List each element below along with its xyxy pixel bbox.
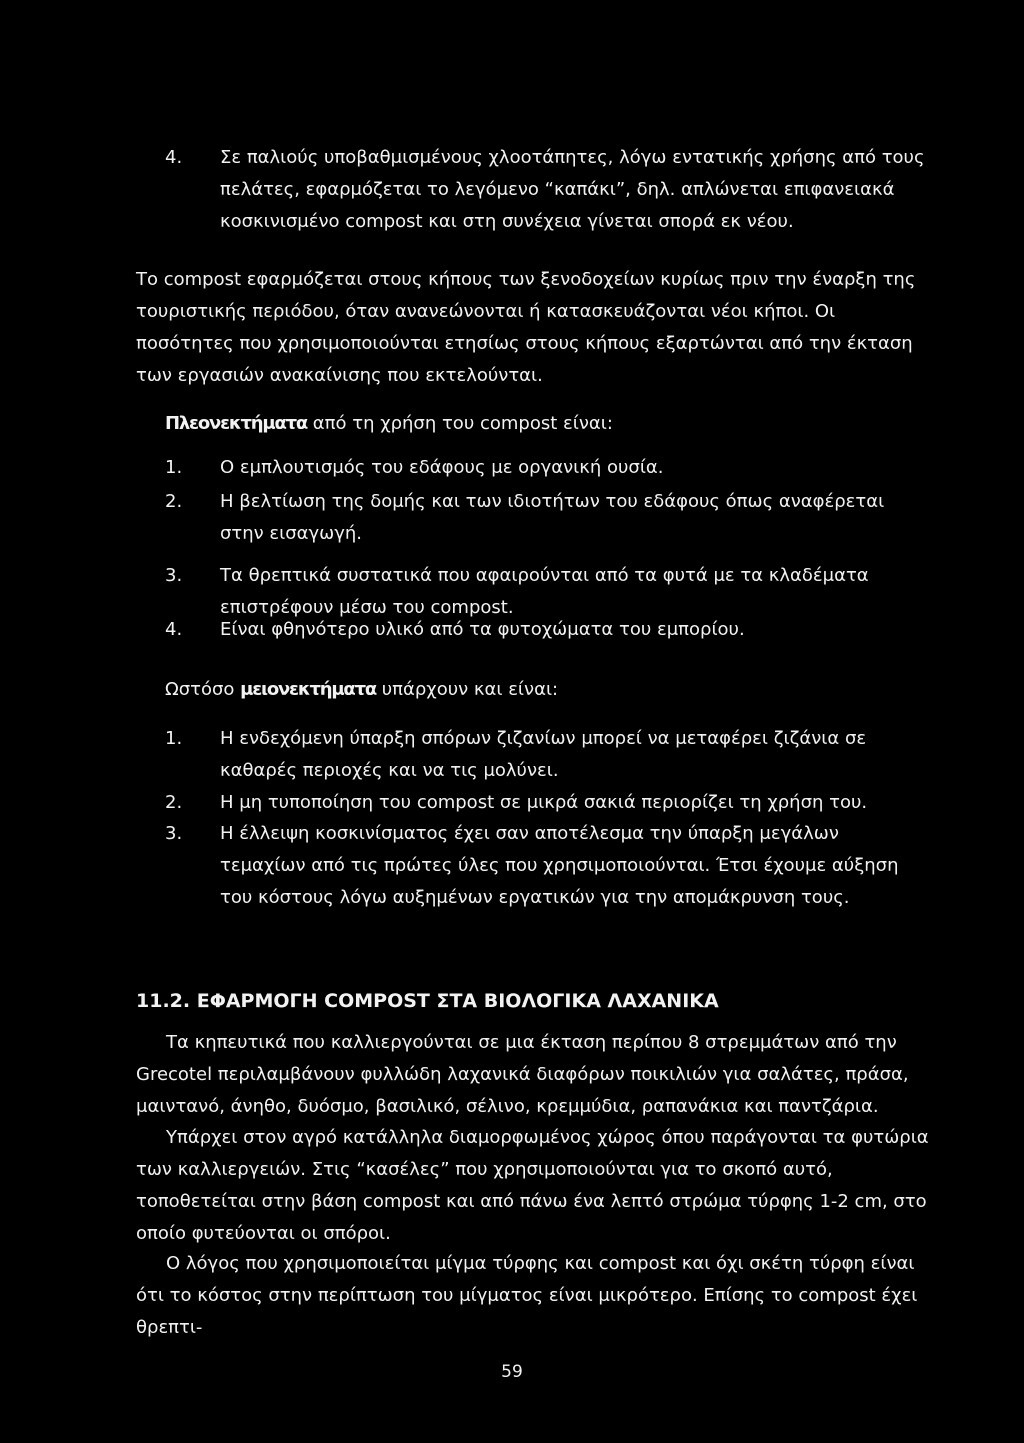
paragraph: Τα κηπευτικά που καλλιεργούνται σε μια έκταση περίπου 8 στρεμμάτων από την Grecotel περιλαμβάνουν φυλλώδη λαχανικά διαφόρων ποικιλιών για σαλάτες, πράσα, μαιντανό, άνηθο, δυόσμο, βασιλικό, σέλινο, κρεμμύδια, ραπανάκια και παντζάρια. (136, 1032, 909, 1117)
list-item (165, 787, 930, 819)
paragraph: Υπάρχει στον αγρό κατάλληλα διαμορφωμένος χώρος όπου παράγονται τα φυτώρια των καλλιεργειών. Στις “κασέλες” που χρησιμοποιούνται για το σκοπό αυτό, τοποθετείται στην βάση compost και από πάνω ένα λεπτό στρώμα τύρφης 1-2 cm, στο οποίο φυτεύονται οι σπόροι. (136, 1127, 929, 1244)
paragraph: Ο λόγος που χρησιμοποιείται μίγμα τύρφης και compost και όχι σκέτη τύρφη είναι ότι το κόστος στην περίπτωση του μίγματος είναι μικρότερο. Επίσης το compost έχει θρεπτι- (136, 1253, 918, 1338)
advantages-label: Πλεονεκτήματα (165, 413, 308, 434)
list-item-text: Σε παλιούς υποβαθμισμένους χλοοτάπητες, λόγω εντατικής χρήσης από τους πελάτες, εφαρμόζεται το λεγόμενο “καπάκι”, δηλ. απλώνεται επιφανειακά κοσκινισμένο compost και στη συνέχεια γίνεται σπορά εκ νέου. (220, 147, 925, 232)
list-item (165, 142, 930, 238)
list-item (165, 614, 930, 646)
list-item-text: Ο εμπλουτισμός του εδάφους με οργανική ουσία. (220, 457, 664, 478)
page-number: 59 (501, 1362, 523, 1382)
list-item (165, 486, 930, 550)
list-item-text: Η ενδεχόμενη ύπαρξη σπόρων ζιζανίων μπορεί να μεταφέρει ζιζάνια σε καθαρές περιοχές και να τις μολύνει. (220, 728, 867, 781)
list-item-number: 2. (165, 491, 183, 512)
list-item-number: 1. (165, 728, 183, 749)
disadvantages-label: μειονεκτήματα (240, 679, 377, 700)
list-item-number: 4. (165, 619, 183, 640)
list-item-number: 2. (165, 792, 183, 813)
advantages-intro (165, 408, 930, 440)
list-item-number: 3. (165, 565, 183, 586)
disadvantages-intro-text: υπάρχουν και είναι: (376, 679, 559, 700)
list-item-number: 3. (165, 823, 183, 844)
list-item-text: Τα θρεπτικά συστατικά που αφαιρούνται από τα φυτά με τα κλαδέματα επιστρέφουν μέσω του compost. (220, 565, 869, 618)
section-heading: 11.2. ΕΦΑΡΜΟΓΗ COMPOST ΣΤΑ ΒΙΟΛΟΓΙΚΑ ΛΑΧΑΝΙΚΑ (136, 990, 719, 1012)
list-item-text: Η έλλειψη κοσκινίσματος έχει σαν αποτέλεσμα την ύπαρξη μεγάλων τεμαχίων από τις πρώτες ύλες που χρησιμοποιούνται. Έτσι έχουμε αύξηση του κόστους λόγω αυξημένων εργατικών για την απομάκρυνση τους. (220, 823, 899, 908)
disadvantages-intro-pre: Ωστόσο (165, 679, 241, 700)
list-item (165, 452, 930, 484)
list-item-number: 1. (165, 457, 183, 478)
advantages-intro-text: από τη χρήση του compost είναι: (307, 413, 613, 434)
list-item-text: Η βελτίωση της δομής και των ιδιοτήτων του εδάφους όπως αναφέρεται στην εισαγωγή. (220, 491, 885, 544)
disadvantages-intro (165, 674, 930, 706)
list-item (165, 818, 930, 914)
list-item (165, 723, 930, 787)
paragraph-hotels: Το compost εφαρμόζεται στους κήπους των ξενοδοχείων κυρίως πριν την έναρξη της τουριστικής περιόδου, όταν ανανεώνονται ή κατασκευάζονται νέοι κήποι. Οι ποσότητες που χρησιμοποιούνται ετησίως στους κήπους εξαρτώνται από την έκταση των εργασιών ανακαίνισης που εκτελούνται. (136, 269, 916, 386)
list-item-text: Η μη τυποποίηση του compost σε μικρά σακιά περιορίζει τη χρήση του. (220, 792, 868, 813)
list-item-text: Είναι φθηνότερο υλικό από τα φυτοχώματα του εμπορίου. (220, 619, 745, 640)
list-item-number: 4. (165, 147, 183, 168)
